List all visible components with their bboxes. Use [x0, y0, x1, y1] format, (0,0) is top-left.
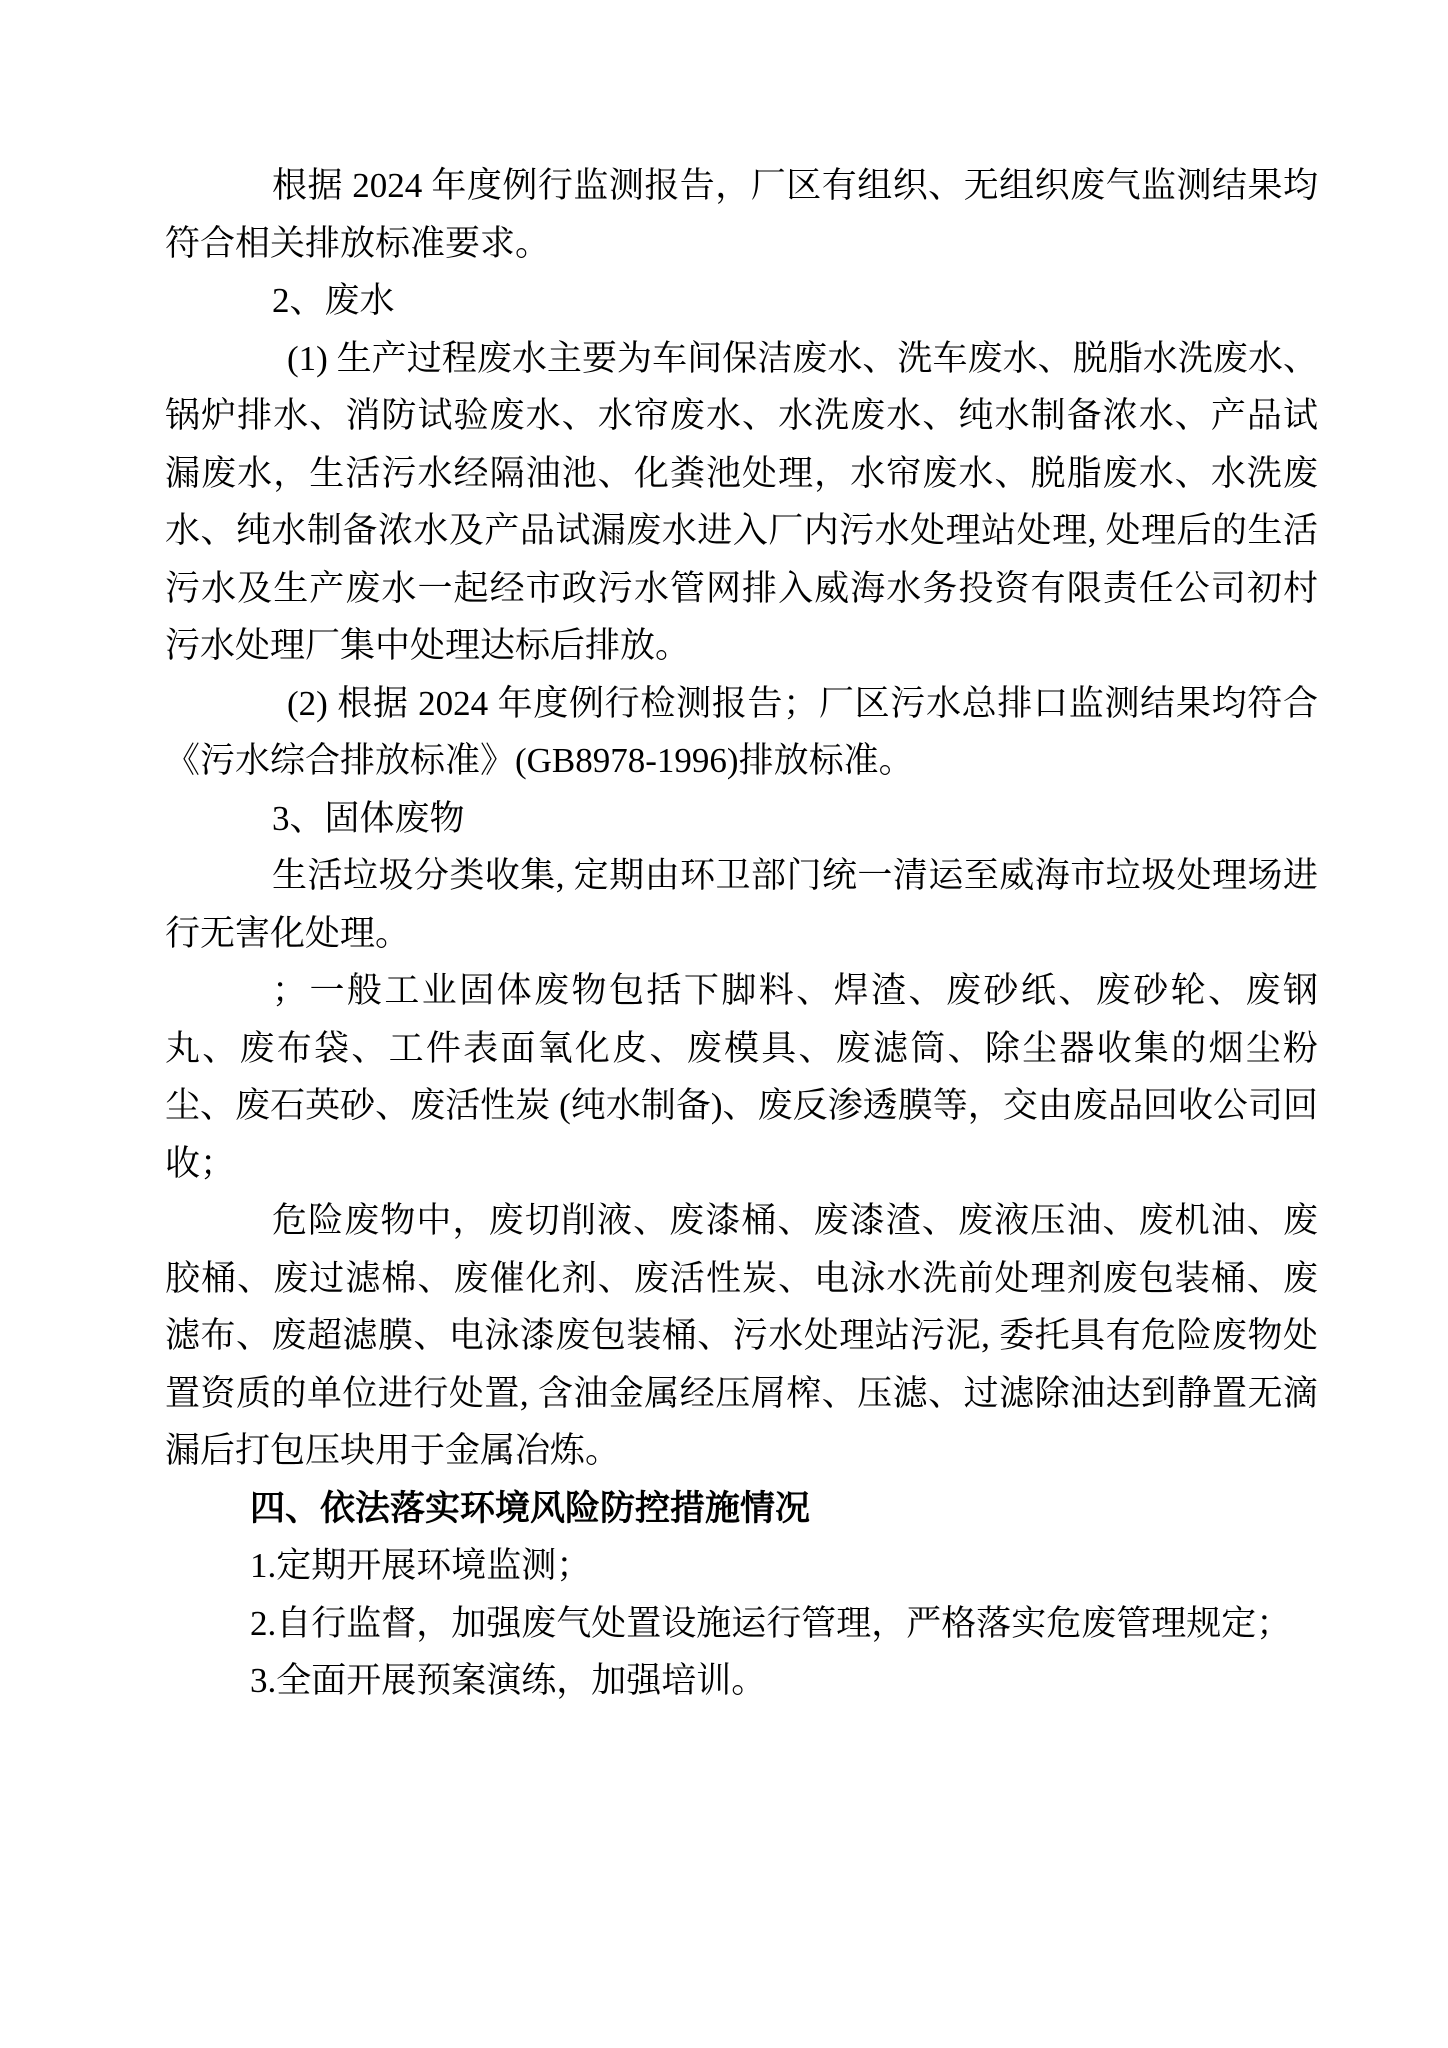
paragraph-gas-monitoring-result: 根据 2024 年度例行监测报告，厂区有组织、无组织废气监测结果均符合相关排放标准要求。 — [165, 166, 1318, 263]
list-item-drill-training: 3.全面开展预案演练，加强培训。 — [250, 1661, 767, 1700]
paragraph-wastewater-monitoring-result: (2) 根据 2024 年度例行检测报告；厂区污水总排口监测结果均符合《污水综合排放标准》(GB8978-1996)排放标准。 — [165, 683, 1318, 780]
document-body — [165, 157, 1318, 1710]
heading-wastewater: 2、废水 — [272, 281, 395, 320]
paragraph-hazardous-waste-disposal: 危险废物中，废切削液、废漆桶、废漆渣、废液压油、废机油、废胶桶、废过滤棉、废催化剂、废活性炭、电泳水洗前处理剂废包装桶、废滤布、废超滤膜、电泳漆废包装桶、污水处理站污泥, 委托具有危险废物处置资质的单位进行处置, 含油金属经压屑榨、压滤、过滤除油达到静置无滴漏后打包压块用于金属冶炼。 — [165, 1201, 1318, 1470]
paragraph-wastewater-sources-treatment: (1) 生产过程废水主要为车间保洁废水、洗车废水、脱脂水洗废水、锅炉排水、消防试验废水、水帘废水、水洗废水、纯水制备浓水、产品试漏废水，生活污水经隔油池、化粪池处理，水帘废水、脱脂废水、水洗废水、纯水制备浓水及产品试漏废水进入厂内污水处理站处理, 处理后的生活污水及生产废水一起经市政污水管网排入威海水务投资有限责任公司初村污水处理厂集中处理达标后排放。 — [165, 338, 1318, 665]
list-item-self-supervision: 2.自行监督，加强废气处置设施运行管理，严格落实危废管理规定； — [250, 1603, 1292, 1643]
heading-solid-waste: 3、固体废物 — [272, 798, 465, 838]
paragraph-domestic-garbage: 生活垃圾分类收集, 定期由环卫部门统一清运至威海市垃圾处理场进行无害化处理。 — [165, 856, 1318, 953]
list-item-environment-monitoring: 1.定期开展环境监测； — [250, 1546, 592, 1585]
paragraph-general-industrial-solid-waste: ；一般工业固体废物包括下脚料、焊渣、废砂纸、废砂轮、废钢丸、废布袋、工件表面氧化皮、废模具、废滤筒、除尘器收集的烟尘粉尘、废石英砂、废活性炭 (纯水制备)、废反渗透膜等，交由废品回收公司回收； — [165, 971, 1318, 1183]
section-heading-risk-control-measures: 四、依法落实环境风险防控措施情况 — [250, 1488, 811, 1528]
